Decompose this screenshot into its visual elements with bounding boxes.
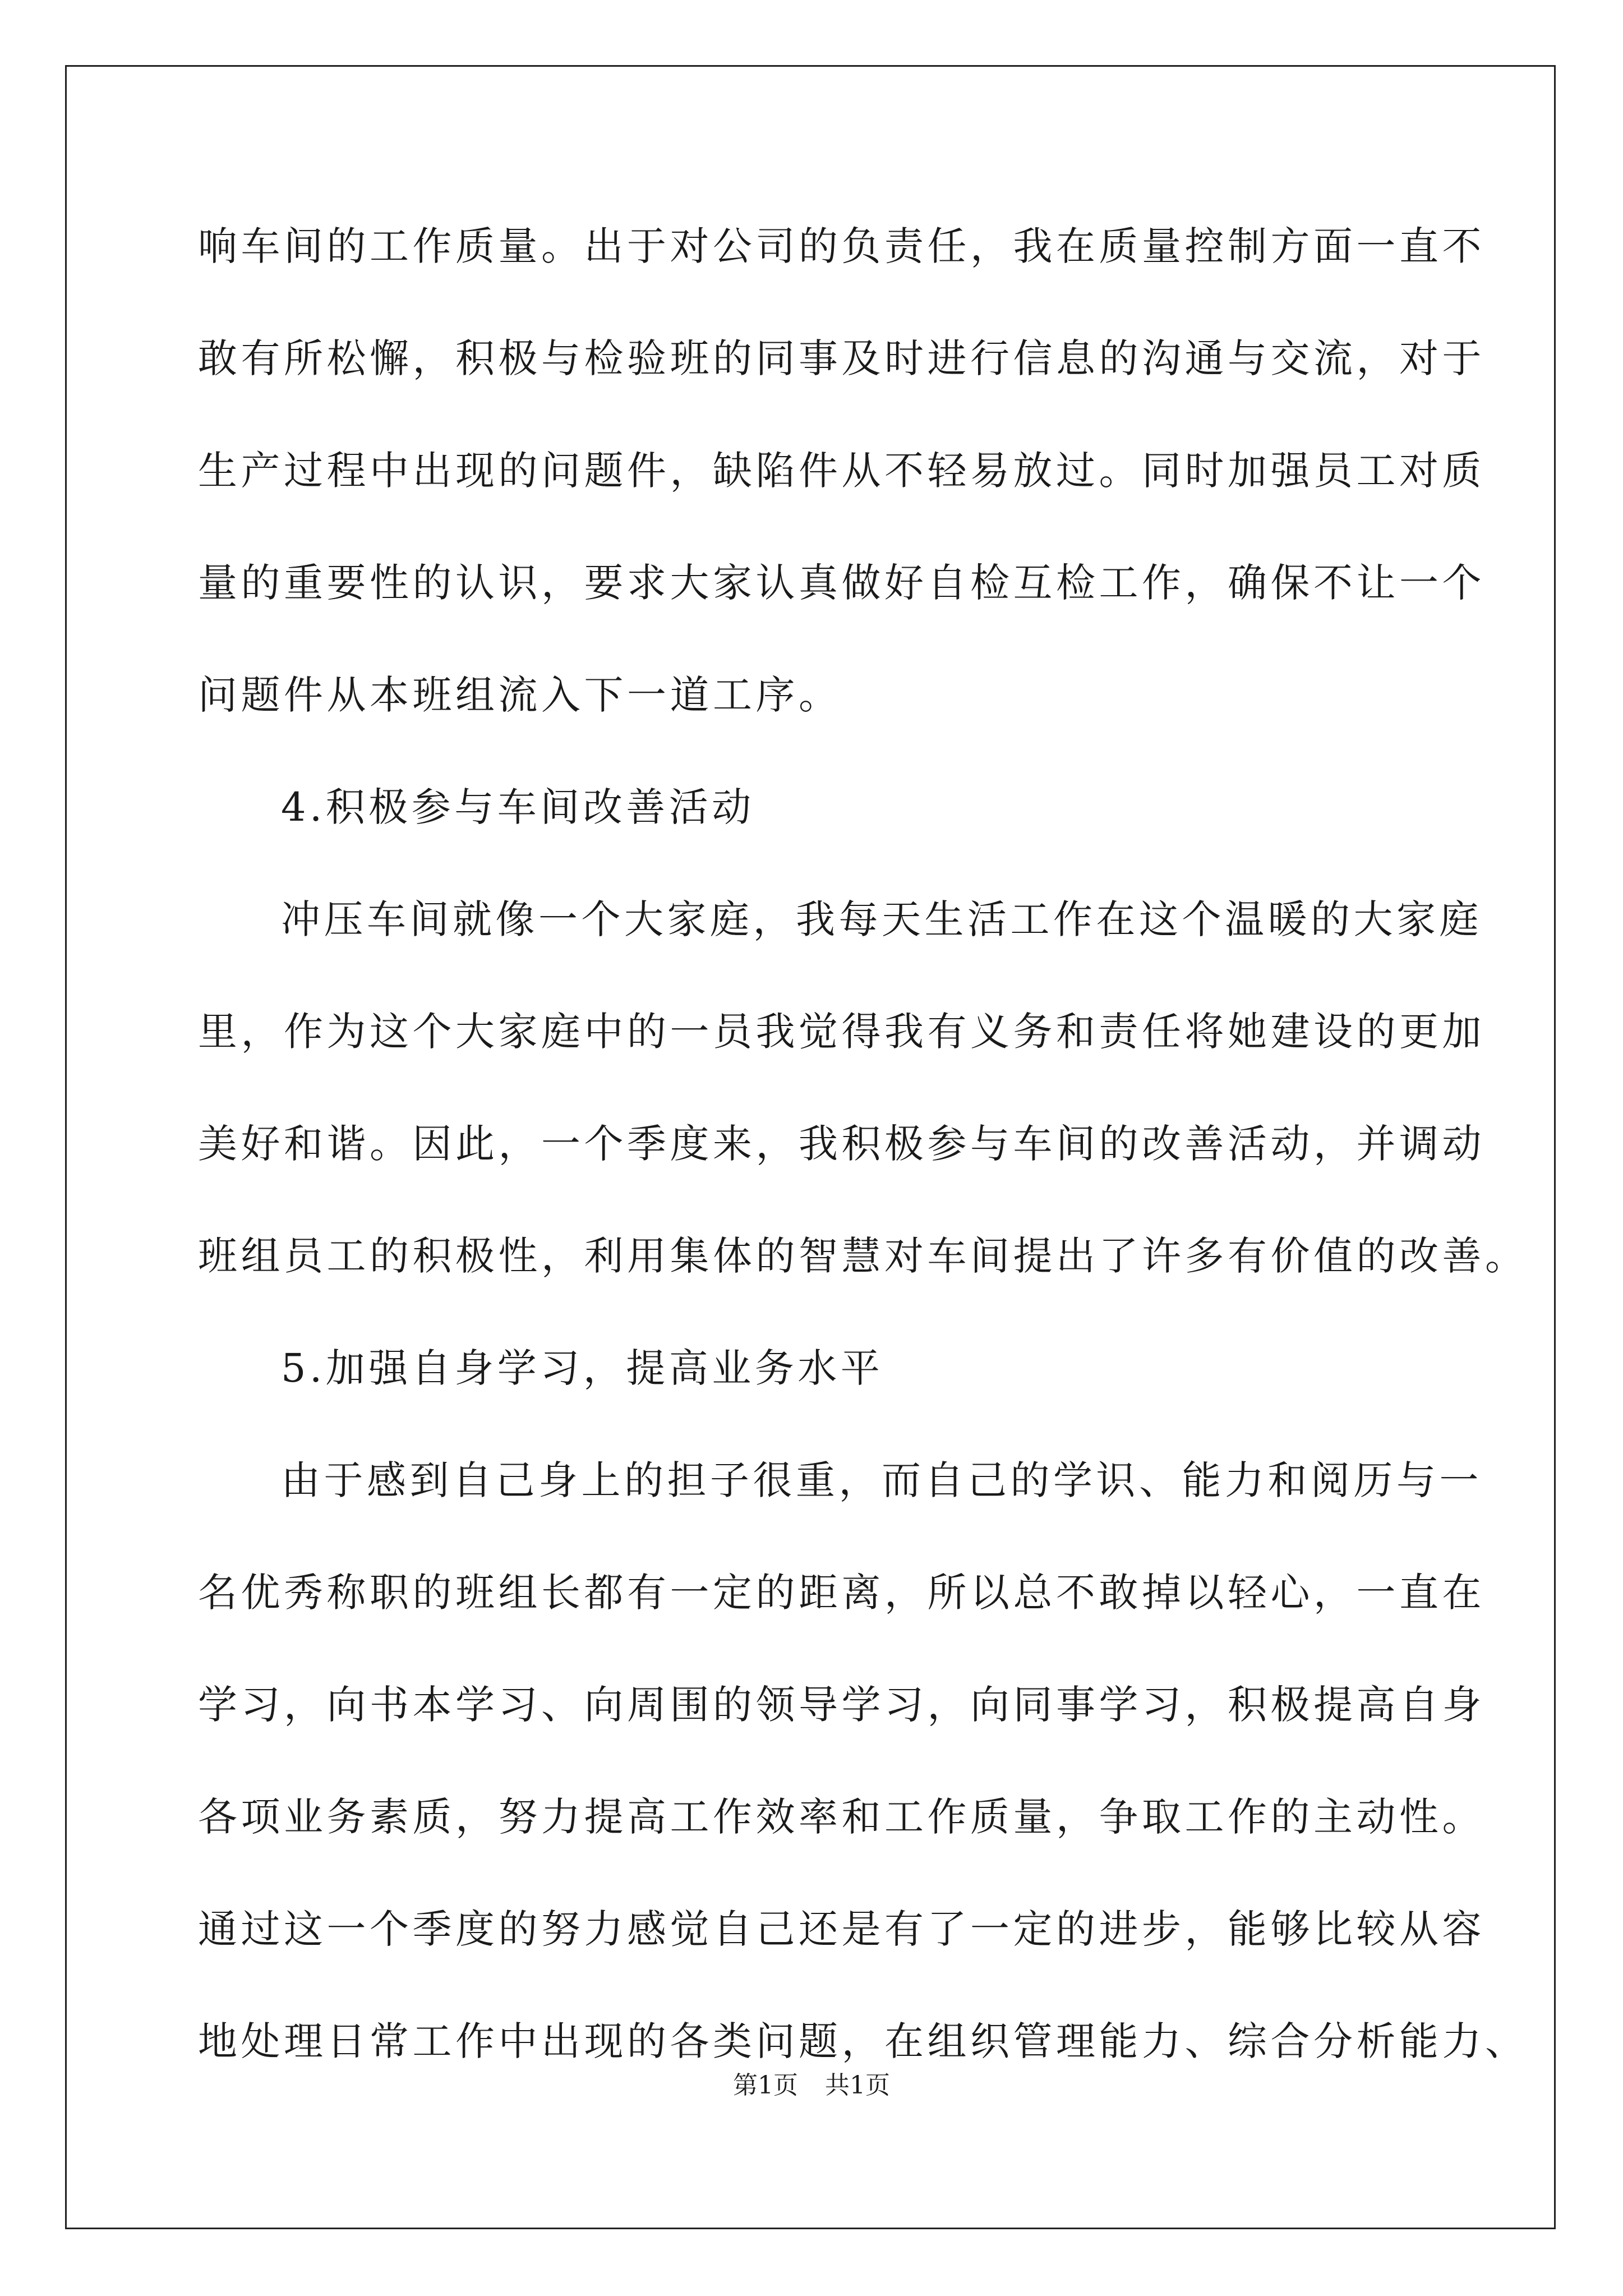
text-line: 地处理日常工作中出现的各类问题，在组织管理能力、综合分析能力、 [198,2018,1528,2064]
text-line: 名优秀称职的班组长都有一定的距离，所以总不敢掉以轻心，一直在 [198,1570,1485,1616]
text-line: 响车间的工作质量。出于对公司的负责任，我在质量控制方面一直不 [198,223,1485,269]
document-body [198,209,1528,2116]
text-line: 里，作为这个大家庭中的一员我觉得我有义务和责任将她建设的更加 [198,1009,1485,1055]
text-line: 敢有所松懈，积极与检验班的同事及时进行信息的沟通与交流，对于 [198,335,1485,381]
section-heading: 4.积极参与车间改善活动 [281,784,755,830]
text-line: 生产过程中出现的问题件，缺陷件从不轻易放过。同时加强员工对质 [198,448,1485,494]
text-line: 学习，向书本学习、向周围的领导学习，向同事学习，积极提高自身 [198,1682,1485,1728]
text-line: 量的重要性的认识，要求大家认真做好自检互检工作，确保不让一个 [198,560,1485,606]
page-number: 第1页 [733,2071,798,2100]
text-line: 冲压车间就像一个大家庭，我每天生活工作在这个温暖的大家庭 [281,896,1482,942]
text-line: 通过这一个季度的努力感觉自己还是有了一定的进步，能够比较从容 [198,1906,1485,1952]
section-heading: 5.加强自身学习，提高业务水平 [281,1345,884,1391]
text-line: 问题件从本班组流入下一道工序。 [198,672,842,718]
text-line: 各项业务素质，努力提高工作效率和工作质量，争取工作的主动性。 [198,1794,1485,1840]
page-total: 共1页 [825,2071,890,2100]
text-line: 班组员工的积极性，利用集体的智慧对车间提出了许多有价值的改善。 [198,1233,1528,1279]
text-line: 由于感到自己身上的担子很重，而自己的学识、能力和阅历与一 [281,1457,1482,1503]
page-footer [0,2069,1623,2102]
text-line: 美好和谐。因此，一个季度来，我积极参与车间的改善活动，并调动 [198,1121,1485,1167]
